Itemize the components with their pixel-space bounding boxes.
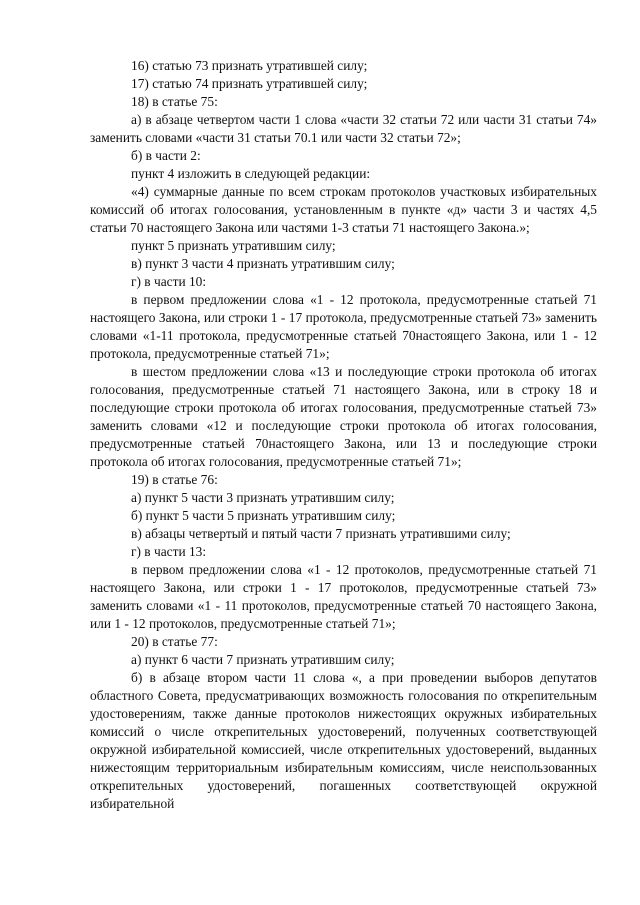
paragraph: г) в части 10:: [131, 274, 207, 289]
paragraph: в первом предложении слова «1 - 12 протокола, предусмотренные статьей 71 настоящего Закона, или строки 1 - 17 протокола, предусмотренные статьей 73» заменить словами «1-11 протокола, предусмотренные статьей 70настоящего Закона, или 1 - 12 протокола, предусмотренные статьей 71»;: [90, 292, 597, 361]
paragraph: пункт 5 признать утратившим силу;: [131, 238, 336, 253]
paragraph: а) пункт 5 части 3 признать утратившим силу;: [131, 490, 395, 505]
paragraph: в первом предложении слова «1 - 12 протоколов, предусмотренные статьей 71 настоящего Закона, или строки 1 - 17 протоколов, предусмотренные статьей 73» заменить словами «1 - 11 протоколов, предусмотренные статьей 70 настоящего Закона, или 1 - 12 протоколов, предусмотренные статьей 71»;: [90, 562, 597, 631]
paragraph: в) пункт 3 части 4 признать утратившим силу;: [131, 256, 395, 271]
document-body: [90, 57, 597, 813]
paragraph: 19) в статье 76:: [131, 472, 218, 487]
paragraph: 20) в статье 77:: [131, 634, 218, 649]
paragraph: в шестом предложении слова «13 и последующие строки протокола об итогах голосования, предусмотренные статьей 71 настоящего Закона, или в строку 18 и последующие строки протокола об итогах голосования, предусмотренные статьей 73» заменить словами «12 и последующие строки протокола об итогах голосования, предусмотренные статьей 70настоящего Закона, или 13 и последующие строки протокола об итогах голосования, предусмотренные статьей 71»;: [90, 364, 597, 469]
paragraph: пункт 4 изложить в следующей редакции:: [131, 166, 371, 181]
paragraph: в) абзацы четвертый и пятый части 7 признать утратившими силу;: [131, 526, 511, 541]
paragraph: а) в абзаце четвертом части 1 слова «части 32 статьи 72 или части 31 статьи 74» заменить словами «части 31 статьи 70.1 или части 32 статьи 72»;: [90, 112, 597, 145]
paragraph: а) пункт 6 части 7 признать утратившим силу;: [131, 652, 395, 667]
paragraph: б) пункт 5 части 5 признать утратившим силу;: [131, 508, 396, 523]
paragraph: 18) в статье 75:: [131, 94, 218, 109]
paragraph: г) в части 13:: [131, 544, 207, 559]
paragraph: «4) суммарные данные по всем строкам протоколов участковых избирательных комиссий об итогах голосования, установленным в пункте «д» части 3 и частях 4,5 статьи 70 настоящего Закона или частями 1-3 статьи 71 настоящего Закона.»;: [90, 184, 597, 235]
paragraph: 16) статью 73 признать утратившей силу;: [131, 58, 368, 73]
paragraph: б) в части 2:: [131, 148, 201, 163]
paragraph: 17) статью 74 признать утратившей силу;: [131, 76, 368, 91]
paragraph: б) в абзаце втором части 11 слова «, а при проведении выборов депутатов областного Совета, предусматривающих возможность голосования по открепительным удостоверениям, также данные протоколов нижестоящих окружных избирательных комиссий о числе открепительных удостоверений, полученных соответствующей окружной избирательной комиссией, числе открепительных удостоверений, выданных нижестоящим территориальным избирательным комиссиям, числе неиспользованных открепительных удостоверений, погашенных соответствующей окружной избирательной: [90, 670, 597, 811]
